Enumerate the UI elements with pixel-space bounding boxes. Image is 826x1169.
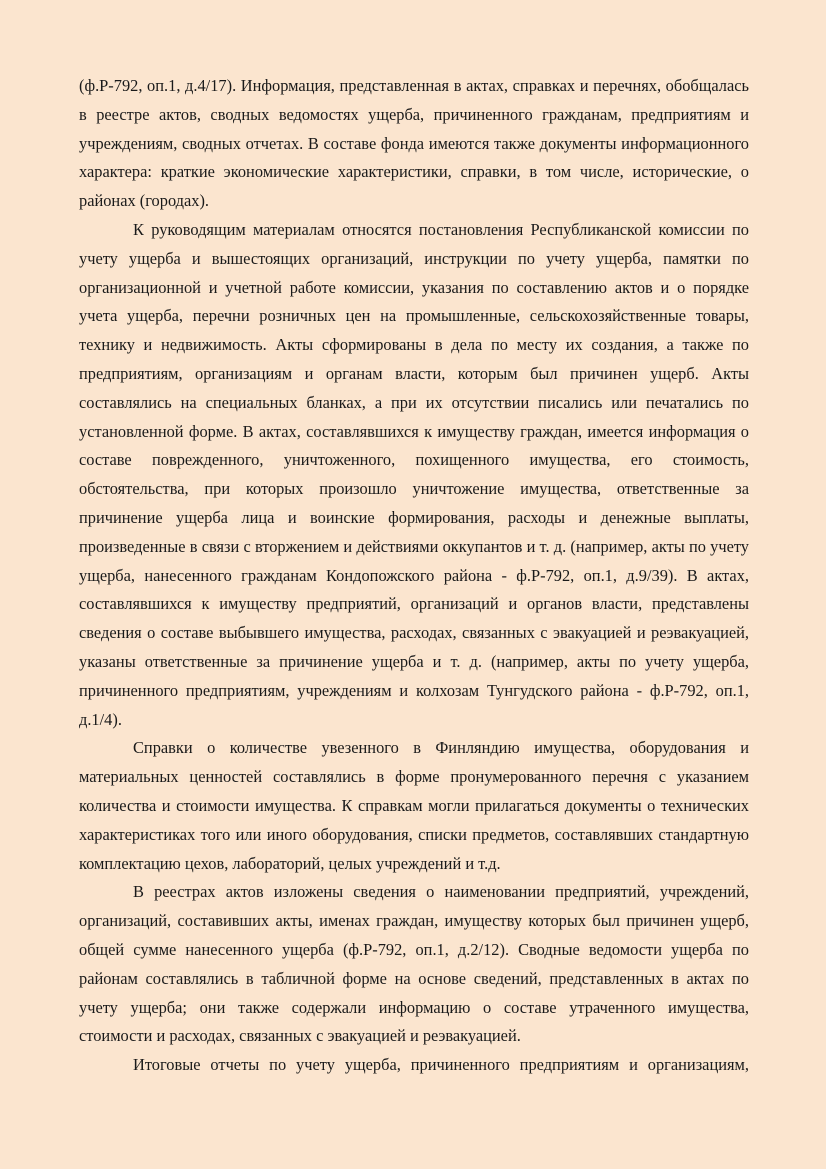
paragraph-final-reports: Итоговые отчеты по учету ущерба, причиненного предприятиям и организациям, [133, 1055, 749, 1075]
paragraph-registers: В реестрах актов изложены сведения о наименовании предприятий, учреждений, организаций, составивших акты, именах граждан, имуществу которых был причинен ущерб, общей сумме нанесенного ущерба (ф.Р-792, оп.1, д.2/12). Сводные ведомости ущерба по районам составлялись в табличной форме на основе сведений, представленных в актах по учету ущерба; они также содержали информацию о составе утраченного имущества, стоимости и расходах, связанных с эвакуацией и реэвакуацией. [79, 882, 749, 1046]
document-page [79, 72, 749, 1080]
paragraph-guiding-materials: К руководящим материалам относятся постановления Республиканской комиссии по учету ущерба и вышестоящих организаций, инструкции по учету ущерба, памятки по организационной и учетной работе комиссии, указания по составлению актов и о порядке учета ущерба, перечни розничных цен на промышленные, сельскохозяйственные товары, технику и недвижимость. Акты сформированы в дела по месту их создания, а также по предприятиям, организациям и органам власти, которым был причинен ущерб. Акты составлялись на специальных бланках, а при их отсутствии писались или печатались по установленной форме. В актах, составлявшихся к имуществу граждан, имеется информация о составе поврежденного, уничтоженного, похищенного имущества, его стоимость, обстоятельства, при которых произошло уничтожение имущества, ответственные за причинение ущерба лица и воинские формирования, расходы и денежные выплаты, произведенные в связи с вторжением и действиями оккупантов и т. д. (например, акты по учету ущерба, нанесенного гражданам Кондопожского района - ф.Р-792, оп.1, д.9/39). В актах, составлявшихся к имуществу предприятий, организаций и органов власти, представлены сведения о составе выбывшего имущества, расходах, связанных с эвакуацией и реэвакуацией, указаны ответственные за причинение ущерба и т. д. (например, акты по учету ущерба, причиненного предприятиям, учреждениям и колхозам Тунгудского района - ф.Р-792, оп.1, д.1/4). [79, 219, 749, 729]
paragraph-certificates: Справки о количестве увезенного в Финляндию имущества, оборудования и материальных ценностей составлялись в форме пронумерованного перечня с указанием количества и стоимости имущества. К справкам могли прилагаться документы о технических характеристиках того или иного оборудования, списки предметов, составлявших стандартную комплектацию цехов, лабораторий, целых учреждений и т.д. [79, 738, 749, 873]
paragraph-continuation: (ф.Р-792, оп.1, д.4/17). Информация, представленная в актах, справках и перечнях, обобщалась в реестре актов, сводных ведомостях ущерба, причиненного гражданам, предприятиям и учреждениям, сводных отчетах. В составе фонда имеются также документы информационного характера: краткие экономические характеристики, справки, в том числе, исторические, о районах (городах). [79, 76, 749, 211]
